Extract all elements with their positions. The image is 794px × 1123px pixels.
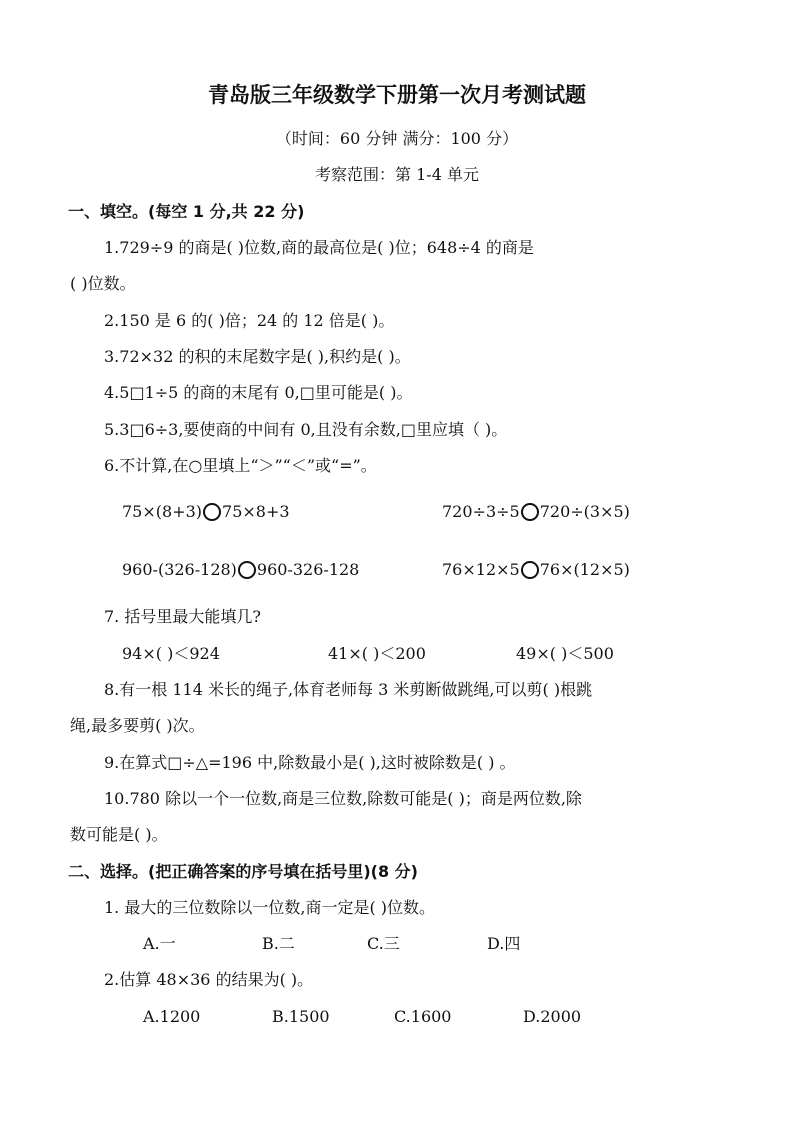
fill-max-item: 49×( )＜500: [516, 644, 614, 663]
compare-left: 76×12×5: [442, 560, 520, 579]
question-5: 5.3□6÷3,要使商的中间有 0,且没有余数,□里应填（ )。: [104, 420, 508, 439]
answer-circle-icon: [203, 503, 221, 521]
question-8-line-2: 绳,最多要剪( )次。: [70, 716, 205, 735]
fill-max-item: 94×( )＜924: [122, 644, 220, 663]
question-10-line-2: 数可能是( )。: [70, 825, 168, 844]
choice-question-2: 2.估算 48×36 的结果为( )。: [104, 970, 314, 989]
option-d: D.2000: [523, 1007, 582, 1026]
page-title: 青岛版三年级数学下册第一次月考测试题: [208, 83, 586, 107]
exam-scope: 考察范围：第 1-4 单元: [315, 165, 479, 184]
compare-right: 960-326-128: [256, 560, 360, 579]
compare-left: 75×(8+3): [122, 502, 203, 521]
compare-item: [442, 559, 630, 581]
question-7: 7. 括号里最大能填几?: [104, 607, 261, 626]
compare-item: [442, 501, 630, 523]
option-b: B.1500: [272, 1007, 330, 1026]
section-2-heading: 二、选择。(把正确答案的序号填在括号里)(8 分): [68, 862, 418, 881]
compare-right: 720÷(3×5): [539, 502, 630, 521]
question-10-line-1: 10.780 除以一个一位数,商是三位数,除数可能是( )；商是两位数,除: [104, 789, 582, 808]
answer-circle-icon: [521, 503, 539, 521]
compare-right: 76×(12×5): [539, 560, 630, 579]
fill-max-item: 41×( )＜200: [328, 644, 426, 663]
choice-question-1: 1. 最大的三位数除以一位数,商一定是( )位数。: [104, 898, 436, 917]
compare-item: [122, 501, 290, 523]
answer-circle-icon: [238, 561, 256, 579]
option-c: C.1600: [394, 1007, 452, 1026]
question-1-line-2: ( )位数。: [70, 274, 136, 293]
option-d: D.四: [487, 934, 521, 953]
option-c: C.三: [367, 934, 400, 953]
answer-circle-icon: [521, 561, 539, 579]
question-1-line-1: 1.729÷9 的商是( )位数,商的最高位是( )位；648÷4 的商是: [104, 238, 534, 257]
option-b: B.二: [262, 934, 295, 953]
question-9: 9.在算式□÷△=196 中,除数最小是( ),这时被除数是( ) 。: [104, 753, 516, 772]
compare-right: 75×8+3: [222, 502, 290, 521]
section-1-heading: 一、填空。(每空 1 分,共 22 分): [68, 202, 305, 221]
compare-left: 960-(326-128): [122, 560, 237, 579]
compare-item: [122, 559, 359, 581]
question-8-line-1: 8.有一根 114 米长的绳子,体育老师每 3 米剪断做跳绳,可以剪( )根跳: [104, 680, 593, 699]
exam-time-info: （时间：60 分钟 满分：100 分）: [275, 129, 519, 148]
option-a: A.1200: [143, 1007, 201, 1026]
option-a: A.一: [143, 934, 176, 953]
question-2: 2.150 是 6 的( )倍；24 的 12 倍是( )。: [104, 311, 395, 330]
question-6: 6.不计算,在○里填上“＞”“＜”或“=”。: [104, 456, 377, 475]
question-3: 3.72×32 的积的末尾数字是( ),积约是( )。: [104, 347, 411, 366]
compare-left: 720÷3÷5: [442, 502, 520, 521]
question-4: 4.5□1÷5 的商的末尾有 0,□里可能是( )。: [104, 383, 413, 402]
